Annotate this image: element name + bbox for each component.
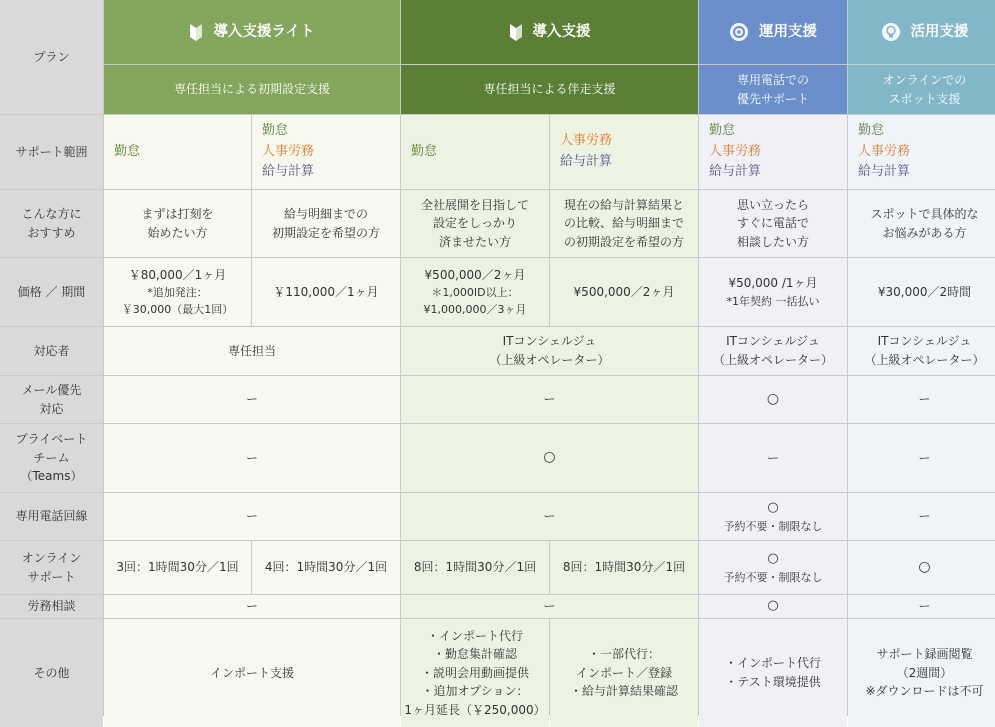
list-item: ・追加オプション： xyxy=(421,684,529,699)
labor-lite: ー xyxy=(104,595,400,618)
row-label-private: プライベート チーム （Teams） xyxy=(0,424,103,492)
row-label-recommend: こんな方に おすすめ xyxy=(0,190,103,257)
price-note: *追加発注： xyxy=(147,286,208,300)
row-label-plan: プラン xyxy=(0,0,103,114)
phone-lite: ー xyxy=(104,493,400,540)
phone-note: 予約不要・制限なし xyxy=(723,520,823,534)
list-item: インポート／登録 xyxy=(575,665,672,680)
plan-header-std xyxy=(401,0,698,64)
price-note: ￥30,000（最大1回） xyxy=(121,303,234,317)
list-item: ・給与計算結果確認 xyxy=(569,684,678,699)
price-note: ＊1,000ID以上： xyxy=(431,286,519,300)
row-label-phone: 専用電話回線 xyxy=(0,493,103,540)
beginner-leaf-icon xyxy=(189,22,203,42)
online-std-a: 8回：1時間30分／1回 xyxy=(401,541,549,594)
recommend-lite-b: 給与明細までの 初期設定を希望の方 xyxy=(252,190,400,257)
lightbulb-icon xyxy=(881,22,901,42)
staff-ops: ITコンシェルジュ （上級オペレーター） xyxy=(699,327,847,375)
price-note: *1年契約 一括払い xyxy=(726,294,820,308)
price-ops xyxy=(699,258,847,326)
list-item: ・説明会用動画提供 xyxy=(420,665,529,680)
online-use: ○ xyxy=(848,541,995,594)
scope-kintai: 勤怠 xyxy=(114,143,141,159)
plan-header-ops xyxy=(699,0,847,64)
row-label-mail: メール優先 対応 xyxy=(0,376,103,423)
mail-std: ー xyxy=(401,376,698,423)
labor-use: ー xyxy=(848,595,995,618)
phone-std: ー xyxy=(401,493,698,540)
price-main: ￥80,000／1ヶ月 xyxy=(128,267,227,282)
staff-std: ITコンシェルジュ （上級オペレーター） xyxy=(401,327,698,375)
online-lite-b: 4回：1時間30分／1回 xyxy=(252,541,400,594)
staff-lite: 専任担当 xyxy=(104,327,400,375)
row-label-price: 価格 ／ 期間 xyxy=(0,258,103,326)
row-label-labor: 労務相談 xyxy=(0,595,103,618)
scope-kintai: 勤怠 xyxy=(411,143,438,159)
other-use xyxy=(848,619,995,727)
list-item: ・一部代行： xyxy=(587,647,660,662)
scope-kintai: 勤怠 xyxy=(709,122,736,138)
scope-jinji: 人事労務 xyxy=(262,143,315,159)
scope-std-a xyxy=(401,115,549,189)
labor-std: ー xyxy=(401,595,698,618)
price-lite-a xyxy=(104,258,251,326)
recommend-ops: 思い立ったら すぐに電話で 相談したい方 xyxy=(699,190,847,257)
scope-jinji: 人事労務 xyxy=(560,133,613,149)
list-item: サポート録画閲覧 xyxy=(876,647,973,662)
plan-sub-std: 専任担当による伴走支援 xyxy=(401,65,698,114)
private-use: ー xyxy=(848,424,995,492)
row-label-staff: 対応者 xyxy=(0,327,103,375)
list-item: ・勤怠集計確認 xyxy=(432,647,517,662)
recommend-std-b: 現在の給与計算結果と の比較、給与明細まで の初期設定を希望の方 xyxy=(550,190,698,257)
scope-lite-a xyxy=(104,115,251,189)
price-main: ¥500,000／2ヶ月 xyxy=(424,267,526,282)
other-std-a xyxy=(401,619,549,727)
price-std-b: ¥500,000／2ヶ月 xyxy=(550,258,698,326)
list-item: 1ヶ月延長（￥250,000） xyxy=(404,702,546,717)
online-note: 予約不要・制限なし xyxy=(723,571,823,585)
scope-std-b xyxy=(550,115,698,189)
phone-ops xyxy=(699,493,847,540)
price-use: ¥30,000／2時間 xyxy=(848,258,995,326)
row-label-other: その他 xyxy=(0,619,103,727)
phone-use: ー xyxy=(848,493,995,540)
plan-sub-use: オンラインでの スポット支援 xyxy=(848,65,995,114)
recommend-lite-a: まずは打刻を 始めたい方 xyxy=(104,190,251,257)
other-ops xyxy=(699,619,847,727)
plan-name-lite: 導入支援ライト xyxy=(213,23,315,40)
yes-mark: ○ xyxy=(767,499,779,515)
plan-sub-ops: 専用電話での 優先サポート xyxy=(699,65,847,114)
gear-icon xyxy=(729,22,749,42)
scope-jinji: 人事労務 xyxy=(858,143,911,159)
scope-kyuyo: 給与計算 xyxy=(858,164,911,180)
row-label-online: オンライン サポート xyxy=(0,541,103,594)
recommend-use: スポットで具体的な お悩みがある方 xyxy=(848,190,995,257)
recommend-std-a: 全社展開を目指して 設定をしっかり 済ませたい方 xyxy=(401,190,549,257)
list-item: （2週間） xyxy=(896,665,953,680)
plan-header-lite xyxy=(104,0,400,64)
yes-mark: ○ xyxy=(767,550,779,566)
scope-kyuyo: 給与計算 xyxy=(709,164,762,180)
price-note: ¥1,000,000／3ヶ月 xyxy=(423,303,527,317)
row-label-scope: サポート範囲 xyxy=(0,115,103,189)
other-lite: インポート支援 xyxy=(104,619,400,727)
price-std-a xyxy=(401,258,549,326)
list-item: ・インポート代行 xyxy=(426,628,523,643)
online-lite-a: 3回：1時間30分／1回 xyxy=(104,541,251,594)
online-std-b: 8回：1時間30分／1回 xyxy=(550,541,698,594)
scope-kyuyo: 給与計算 xyxy=(262,164,315,180)
scope-kintai: 勤怠 xyxy=(262,122,289,138)
plan-name-ops: 運用支援 xyxy=(759,23,817,40)
price-main: ¥50,000 /1ヶ月 xyxy=(728,276,818,291)
scope-jinji: 人事労務 xyxy=(709,143,762,159)
other-std-b xyxy=(550,619,698,727)
mail-ops: ○ xyxy=(699,376,847,423)
mail-use: ー xyxy=(848,376,995,423)
private-lite: ー xyxy=(104,424,400,492)
online-ops xyxy=(699,541,847,594)
list-item: ※ダウンロードは不可 xyxy=(865,684,984,699)
scope-ops xyxy=(699,115,847,189)
price-lite-b: ￥110,000／1ヶ月 xyxy=(252,258,400,326)
plan-header-use xyxy=(848,0,995,64)
plan-name-use: 活用支援 xyxy=(910,23,969,40)
private-ops: ー xyxy=(699,424,847,492)
list-item: ・テスト環境提供 xyxy=(725,675,821,689)
scope-kyuyo: 給与計算 xyxy=(560,154,613,169)
scope-lite-b xyxy=(252,115,400,189)
private-std: ○ xyxy=(401,424,698,492)
scope-kintai: 勤怠 xyxy=(858,122,885,138)
scope-use xyxy=(848,115,995,189)
beginner-leaf-icon xyxy=(509,22,523,42)
staff-use: ITコンシェルジュ （上級オペレーター） xyxy=(848,327,995,375)
mail-lite: ー xyxy=(104,376,400,423)
list-item: ・インポート代行 xyxy=(724,656,821,671)
plan-name-std: 導入支援 xyxy=(532,23,591,40)
labor-ops: ○ xyxy=(699,595,847,618)
plan-sub-lite: 専任担当による初期設定支援 xyxy=(104,65,400,114)
